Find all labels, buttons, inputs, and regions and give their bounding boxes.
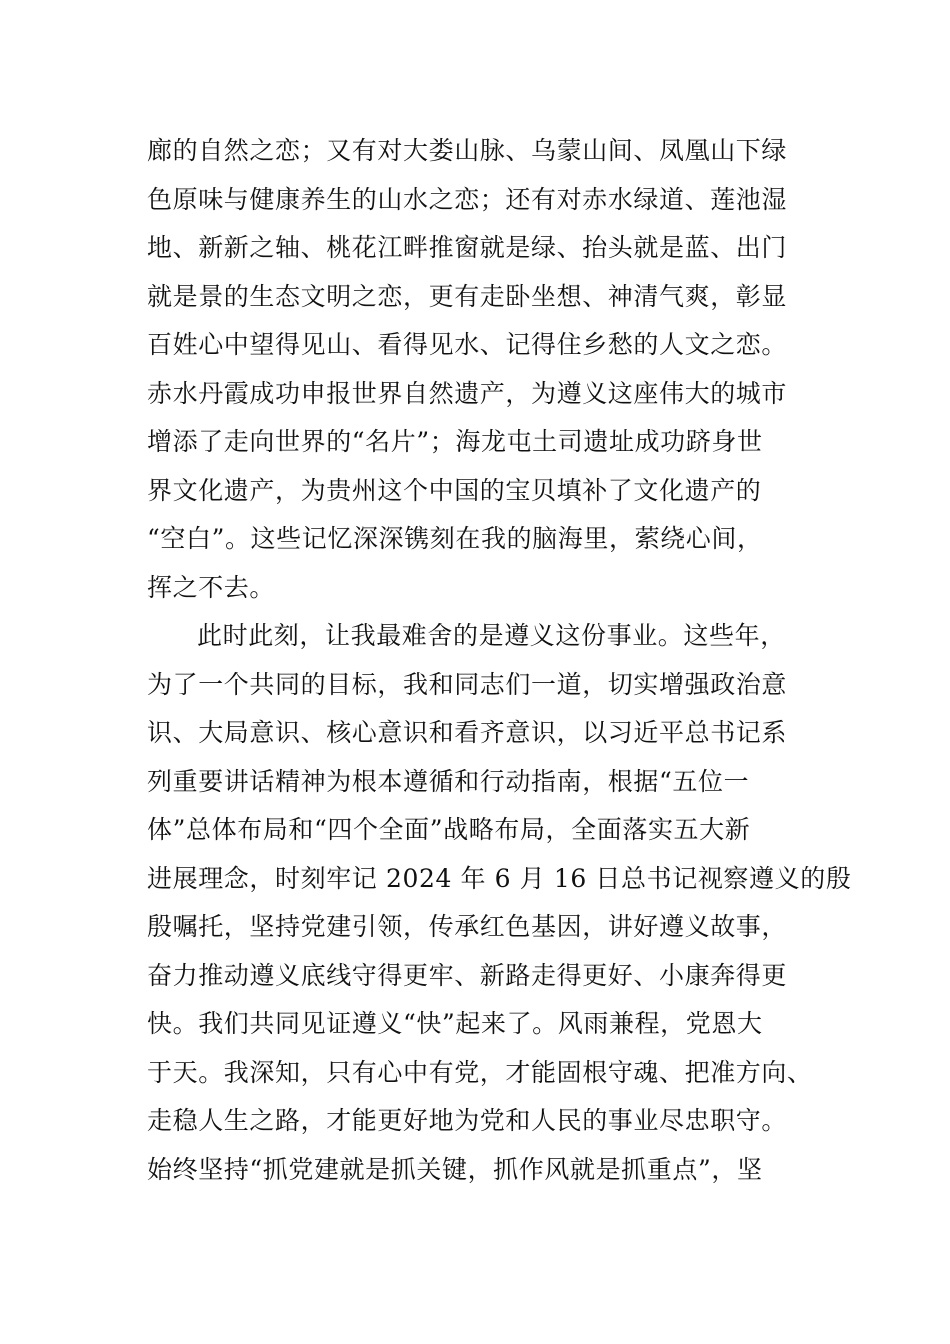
text-line: 廊的自然之恋；又有对大娄山脉、乌蒙山间、凤凰山下绿 [147,136,788,165]
text-line: 识、大局意识、核心意识和看齐意识，以习近平总书记系 [147,718,788,747]
text-line: 色原味与健康养生的山水之恋；还有对赤水绿道、莲池湿 [147,184,788,214]
text-line: 始终坚持“抓党建就是抓关键，抓作风就是抓重点”，坚 [147,1154,763,1184]
text-line: 奋力推动遵义底线守得更牢、新路走得更好、小康奔得更 [147,960,788,990]
text-line: 殷嘱托，坚持党建引领，传承红色基因，讲好遵义故事， [147,912,788,941]
text-line: 体”总体布局和“四个全面”战略布局，全面落实五大新 [147,815,751,844]
text-line: 就是景的生态文明之恋，更有走卧坐想、神清气爽，彰显 [147,281,788,311]
paragraph-start-line: 此时此刻，让我最难舍的是遵义这份事业。这些年， [197,621,786,650]
text-line: 于天。我深知，只有心中有党，才能固根守魂、把准方向、 [147,1057,813,1087]
body-text [147,127,852,1194]
text-line: 地、新新之轴、桃花江畔推窗就是绿、抬头就是蓝、出门 [147,233,788,262]
text-line: 界文化遗产，为贵州这个中国的宝贝填补了文化遗产的 [147,475,762,505]
text-line: 增添了走向世界的“名片”；海龙屯土司遗址成功跻身世 [147,427,763,456]
text-line: 赤水丹霞成功申报世界自然遗产，为遵义这座伟大的城市 [147,378,788,408]
text-line: 快。我们共同见证遵义“快”起来了。风雨兼程，党恩大 [147,1009,763,1038]
text-line: 为了一个共同的目标，我和同志们一道，切实增强政治意 [147,669,788,699]
text-line: 百姓心中望得见山、看得见水、记得住乡愁的人文之恋。 [147,330,788,359]
text-line: 进展理念，时刻牢记 2024 年 6 月 16 日总书记视察遵义的殷 [147,863,852,893]
text-line: “空白”。这些记忆深深镌刻在我的脑海里，萦绕心间， [147,524,763,553]
text-line: 走稳人生之路，才能更好地为党和人民的事业尽忠职守。 [147,1106,788,1135]
text-line: 列重要讲话精神为根本遵循和行动指南，根据“五位一 [147,766,750,796]
text-line: 挥之不去。 [147,572,276,602]
